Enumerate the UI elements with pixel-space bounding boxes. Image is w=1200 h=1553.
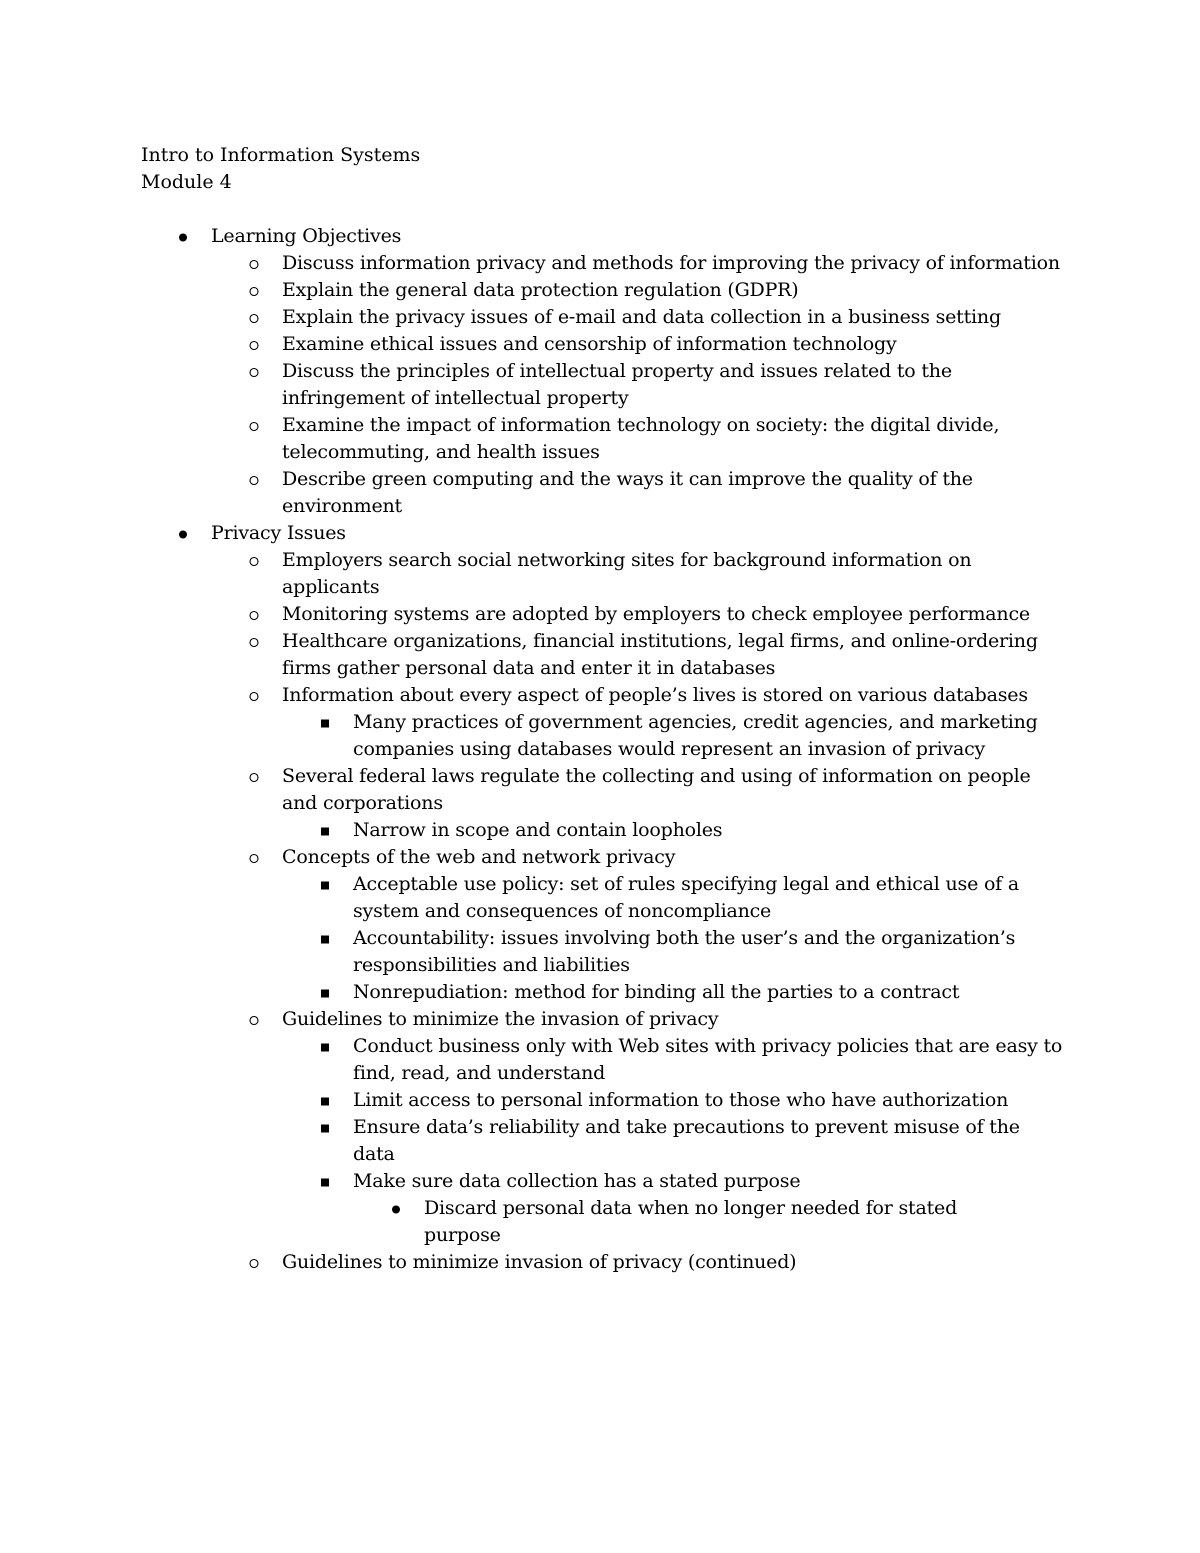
outline-item-text: Employers search social networking sites for background information on applicants — [282, 549, 972, 598]
outline-sublist-level-2 — [0, 547, 1200, 1276]
outline-item-level-3 — [0, 1114, 1063, 1168]
outline-item-text: Accountability: issues involving both the user’s and the organization’s responsibilities and liabilities — [353, 927, 1016, 976]
outline-item-text: Monitoring systems are adopted by employers to check employee performance — [282, 603, 1030, 625]
outline-item-level-2 — [0, 466, 1062, 520]
outline — [0, 223, 1200, 1276]
outline-item-text: Explain the privacy issues of e-mail and data collection in a business setting — [282, 306, 1001, 328]
square-bullet-icon — [317, 709, 337, 736]
outline-sublist-container — [0, 1195, 1200, 1249]
module-title: Module 4 — [141, 171, 232, 193]
outline-item-level-2 — [0, 628, 1062, 682]
hollow-circle-bullet-icon — [246, 358, 266, 385]
outline-item-text: Several federal laws regulate the collecting and using of information on people and corporations — [282, 765, 1031, 814]
square-bullet-icon — [317, 1114, 337, 1141]
outline-item-level-3 — [0, 1168, 1063, 1195]
square-bullet-icon — [317, 925, 337, 952]
outline-item-text: Examine the impact of information technology on society: the digital divide, telecommuting, and health issues — [282, 414, 1000, 463]
outline-item-text: Information about every aspect of people’s lives is stored on various databases — [282, 684, 1028, 706]
filled-bullet-icon — [175, 223, 195, 250]
outline-item-level-4 — [0, 1195, 994, 1249]
outline-item-level-2 — [0, 1249, 1062, 1276]
outline-item-text: Guidelines to minimize invasion of privacy (continued) — [282, 1251, 797, 1273]
hollow-circle-bullet-icon — [246, 844, 266, 871]
hollow-circle-bullet-icon — [246, 601, 266, 628]
hollow-circle-bullet-icon — [246, 466, 266, 493]
outline-sublist-level-3 — [0, 709, 1200, 763]
square-bullet-icon — [317, 979, 337, 1006]
outline-item-level-2 — [0, 763, 1062, 817]
outline-item-text: Nonrepudiation: method for binding all the parties to a contract — [353, 981, 960, 1003]
outline-sublist-level-3 — [0, 871, 1200, 1006]
hollow-circle-bullet-icon — [246, 1006, 266, 1033]
outline-sublist-level-3 — [0, 817, 1200, 844]
outline-item-text: Limit access to personal information to those who have authorization — [353, 1089, 1009, 1111]
square-bullet-icon — [317, 871, 337, 898]
outline-item-text: Guidelines to minimize the invasion of privacy — [282, 1008, 719, 1030]
outline-item-level-2 — [0, 682, 1062, 709]
outline-item-text: Privacy Issues — [211, 522, 346, 544]
outline-item-text: Discuss the principles of intellectual property and issues related to the infringement of intellectual property — [282, 360, 952, 409]
outline-item-level-2 — [0, 331, 1062, 358]
outline-item-level-2 — [0, 1006, 1062, 1033]
outline-sublist-container — [0, 1033, 1200, 1249]
outline-item-text: Narrow in scope and contain loopholes — [353, 819, 723, 841]
outline-item-text: Concepts of the web and network privacy — [282, 846, 676, 868]
outline-item-level-3 — [0, 1033, 1063, 1087]
course-title: Intro to Information Systems — [141, 144, 421, 166]
hollow-circle-bullet-icon — [246, 763, 266, 790]
outline-sublist-level-3 — [0, 1033, 1200, 1249]
outline-sublist-level-4 — [0, 1195, 1200, 1249]
outline-item-level-3 — [0, 817, 1063, 844]
outline-item-text: Many practices of government agencies, credit agencies, and marketing companies using databases would represent an invasion of privacy — [353, 711, 1038, 760]
outline-item-text: Discard personal data when no longer needed for stated purpose — [424, 1197, 958, 1246]
outline-list — [0, 223, 1200, 1276]
outline-sublist-level-2 — [0, 250, 1200, 520]
outline-sublist-container — [0, 547, 1200, 1276]
outline-item-text: Learning Objectives — [211, 225, 402, 247]
outline-item-level-3 — [0, 979, 1063, 1006]
outline-item-text: Make sure data collection has a stated purpose — [353, 1170, 801, 1192]
outline-item-level-3 — [0, 1087, 1063, 1114]
outline-item-text: Acceptable use policy: set of rules specifying legal and ethical use of a system and consequences of noncompliance — [353, 873, 1019, 922]
hollow-circle-bullet-icon — [246, 250, 266, 277]
hollow-circle-bullet-icon — [246, 1249, 266, 1276]
document-header — [141, 142, 420, 196]
hollow-circle-bullet-icon — [246, 331, 266, 358]
hollow-circle-bullet-icon — [246, 628, 266, 655]
hollow-circle-bullet-icon — [246, 277, 266, 304]
outline-item-level-3 — [0, 871, 1063, 925]
hollow-circle-bullet-icon — [246, 304, 266, 331]
outline-sublist-container — [0, 250, 1200, 520]
outline-item-level-1 — [0, 223, 1081, 250]
outline-item-text: Healthcare organizations, financial institutions, legal firms, and online-ordering firms gather personal data and enter it in databases — [282, 630, 1038, 679]
hollow-circle-bullet-icon — [246, 682, 266, 709]
hollow-circle-bullet-icon — [246, 547, 266, 574]
outline-item-level-2 — [0, 250, 1062, 277]
outline-item-text: Describe green computing and the ways it can improve the quality of the environment — [282, 468, 973, 517]
square-bullet-icon — [317, 1087, 337, 1114]
outline-item-level-3 — [0, 925, 1063, 979]
outline-item-level-3 — [0, 709, 1063, 763]
outline-item-text: Discuss information privacy and methods for improving the privacy of information — [282, 252, 1060, 274]
outline-item-level-2 — [0, 358, 1062, 412]
outline-item-level-2 — [0, 547, 1062, 601]
outline-sublist-container — [0, 871, 1200, 1006]
outline-item-level-2 — [0, 304, 1062, 331]
filled-bullet-icon — [175, 520, 195, 547]
outline-item-level-2 — [0, 844, 1062, 871]
filled-bullet-icon — [388, 1195, 408, 1222]
square-bullet-icon — [317, 1168, 337, 1195]
square-bullet-icon — [317, 1033, 337, 1060]
outline-sublist-container — [0, 709, 1200, 763]
outline-item-level-1 — [0, 520, 1081, 547]
outline-item-level-2 — [0, 601, 1062, 628]
outline-item-text: Explain the general data protection regulation (GDPR) — [282, 279, 799, 301]
outline-item-text: Ensure data’s reliability and take precautions to prevent misuse of the data — [353, 1116, 1020, 1165]
hollow-circle-bullet-icon — [246, 412, 266, 439]
outline-item-level-2 — [0, 412, 1062, 466]
outline-item-text: Examine ethical issues and censorship of information technology — [282, 333, 897, 355]
outline-sublist-container — [0, 817, 1200, 844]
square-bullet-icon — [317, 817, 337, 844]
outline-item-level-2 — [0, 277, 1062, 304]
outline-item-text: Conduct business only with Web sites with privacy policies that are easy to find, read, and understand — [353, 1035, 1063, 1084]
